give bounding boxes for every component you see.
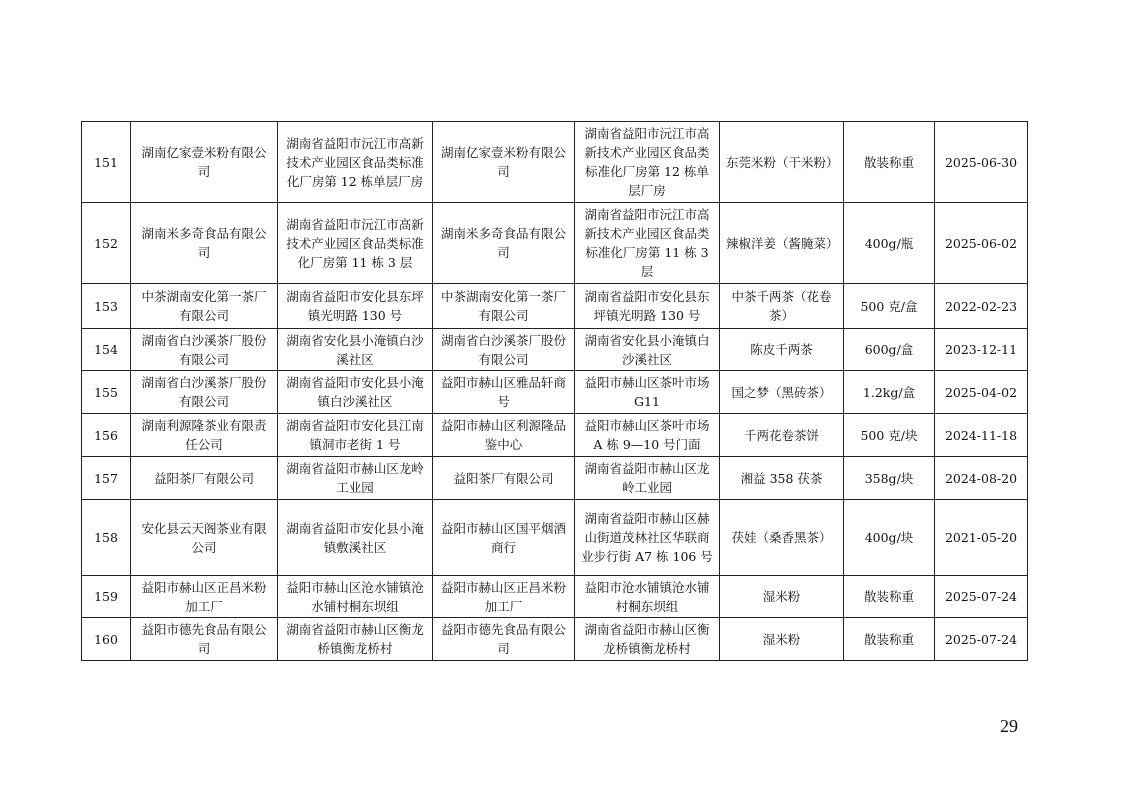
cell-number: 159 <box>82 576 131 618</box>
cell-product: 湿米粉 <box>720 576 844 618</box>
table-row <box>82 576 1028 618</box>
cell-product: 东莞米粉（干米粉） <box>720 122 844 203</box>
cell-producer: 湖南米多奇食品有限公司 <box>131 203 278 284</box>
table-row <box>82 371 1028 414</box>
cell-date: 2025-06-30 <box>935 122 1028 203</box>
cell-seller-address: 益阳市赫山区茶叶市场 G11 <box>575 371 720 414</box>
cell-date: 2024-08-20 <box>935 457 1028 500</box>
cell-date: 2024-11-18 <box>935 414 1028 457</box>
cell-producer: 益阳茶厂有限公司 <box>131 457 278 500</box>
cell-product: 茯娃（桑香黑茶） <box>720 500 844 576</box>
cell-product: 湿米粉 <box>720 618 844 661</box>
cell-number: 157 <box>82 457 131 500</box>
cell-product: 湘益 358 茯茶 <box>720 457 844 500</box>
table-row <box>82 122 1028 203</box>
cell-seller: 湖南省白沙溪茶厂股份有限公司 <box>433 329 575 371</box>
cell-seller: 益阳茶厂有限公司 <box>433 457 575 500</box>
cell-seller: 湖南亿家壹米粉有限公司 <box>433 122 575 203</box>
cell-producer-address: 湖南省益阳市沅江市高新技术产业园区食品类标准化厂房第 12 栋单层厂房 <box>278 122 433 203</box>
cell-producer: 安化县云天阁茶业有限公司 <box>131 500 278 576</box>
table-row <box>82 284 1028 329</box>
cell-producer-address: 湖南省益阳市安化县小淹镇白沙溪社区 <box>278 371 433 414</box>
cell-number: 160 <box>82 618 131 661</box>
cell-product: 国之梦（黑砖茶） <box>720 371 844 414</box>
cell-producer-address: 益阳市赫山区沧水铺镇沧水铺村桐东坝组 <box>278 576 433 618</box>
cell-producer-address: 湖南省益阳市安化县江南镇洞市老街 1 号 <box>278 414 433 457</box>
table-row <box>82 203 1028 284</box>
cell-producer-address: 湖南省益阳市安化县东坪镇光明路 130 号 <box>278 284 433 329</box>
cell-number: 153 <box>82 284 131 329</box>
cell-date: 2025-06-02 <box>935 203 1028 284</box>
cell-seller-address: 湖南省益阳市安化县东坪镇光明路 130 号 <box>575 284 720 329</box>
cell-producer-address: 湖南省益阳市赫山区衡龙桥镇衡龙桥村 <box>278 618 433 661</box>
cell-number: 151 <box>82 122 131 203</box>
cell-seller: 湖南米多奇食品有限公司 <box>433 203 575 284</box>
cell-producer: 益阳市赫山区正昌米粉加工厂 <box>131 576 278 618</box>
cell-producer-address: 湖南省安化县小淹镇白沙溪社区 <box>278 329 433 371</box>
cell-seller-address: 湖南省安化县小淹镇白沙溪社区 <box>575 329 720 371</box>
cell-seller: 益阳市赫山区雅品轩商号 <box>433 371 575 414</box>
cell-number: 156 <box>82 414 131 457</box>
cell-seller-address: 益阳市沧水铺镇沧水铺村桐东坝组 <box>575 576 720 618</box>
cell-producer: 益阳市德先食品有限公司 <box>131 618 278 661</box>
cell-spec: 散装称重 <box>844 122 935 203</box>
cell-seller-address: 湖南省益阳市赫山区衡龙桥镇衡龙桥村 <box>575 618 720 661</box>
cell-spec: 400g/瓶 <box>844 203 935 284</box>
cell-spec: 1.2kg/盒 <box>844 371 935 414</box>
cell-seller: 益阳市赫山区正昌米粉加工厂 <box>433 576 575 618</box>
cell-product: 千两花卷茶饼 <box>720 414 844 457</box>
cell-spec: 散装称重 <box>844 618 935 661</box>
cell-date: 2025-07-24 <box>935 618 1028 661</box>
table-row <box>82 500 1028 576</box>
cell-producer-address: 湖南省益阳市赫山区龙岭工业园 <box>278 457 433 500</box>
cell-product: 陈皮千两茶 <box>720 329 844 371</box>
page-number: 29 <box>1000 716 1018 736</box>
cell-date: 2022-02-23 <box>935 284 1028 329</box>
cell-producer: 湖南省白沙溪茶厂股份有限公司 <box>131 371 278 414</box>
cell-spec: 600g/盒 <box>844 329 935 371</box>
cell-seller-address: 湖南省益阳市沅江市高新技术产业园区食品类标准化厂房第 12 栋单层厂房 <box>575 122 720 203</box>
cell-product: 辣椒洋姜（酱腌菜） <box>720 203 844 284</box>
table-row <box>82 618 1028 661</box>
cell-spec: 500 克/块 <box>844 414 935 457</box>
inspection-table <box>81 121 1028 661</box>
cell-date: 2025-07-24 <box>935 576 1028 618</box>
cell-producer: 中茶湖南安化第一茶厂有限公司 <box>131 284 278 329</box>
cell-seller: 益阳市赫山区国平烟酒商行 <box>433 500 575 576</box>
table-row <box>82 329 1028 371</box>
cell-seller: 益阳市赫山区利源隆品鉴中心 <box>433 414 575 457</box>
cell-spec: 散装称重 <box>844 576 935 618</box>
cell-producer-address: 湖南省益阳市沅江市高新技术产业园区食品类标准化厂房第 11 栋 3 层 <box>278 203 433 284</box>
cell-number: 155 <box>82 371 131 414</box>
cell-seller: 中茶湖南安化第一茶厂有限公司 <box>433 284 575 329</box>
cell-seller-address: 湖南省益阳市沅江市高新技术产业园区食品类标准化厂房第 11 栋 3 层 <box>575 203 720 284</box>
cell-seller: 益阳市德先食品有限公司 <box>433 618 575 661</box>
cell-date: 2023-12-11 <box>935 329 1028 371</box>
cell-seller-address: 益阳市赫山区茶叶市场 A 栋 9—10 号门面 <box>575 414 720 457</box>
cell-spec: 358g/块 <box>844 457 935 500</box>
cell-seller-address: 湖南省益阳市赫山区赫山街道茂林社区华联商业步行街 A7 栋 106 号 <box>575 500 720 576</box>
cell-date: 2025-04-02 <box>935 371 1028 414</box>
cell-producer: 湖南省白沙溪茶厂股份有限公司 <box>131 329 278 371</box>
cell-number: 154 <box>82 329 131 371</box>
cell-producer: 湖南利源隆茶业有限责任公司 <box>131 414 278 457</box>
cell-seller-address: 湖南省益阳市赫山区龙岭工业园 <box>575 457 720 500</box>
cell-number: 152 <box>82 203 131 284</box>
table-row <box>82 414 1028 457</box>
table-row <box>82 457 1028 500</box>
cell-spec: 400g/块 <box>844 500 935 576</box>
cell-producer: 湖南亿家壹米粉有限公司 <box>131 122 278 203</box>
cell-date: 2021-05-20 <box>935 500 1028 576</box>
cell-producer-address: 湖南省益阳市安化县小淹镇敷溪社区 <box>278 500 433 576</box>
cell-spec: 500 克/盒 <box>844 284 935 329</box>
cell-number: 158 <box>82 500 131 576</box>
cell-product: 中茶千两茶（花卷茶） <box>720 284 844 329</box>
